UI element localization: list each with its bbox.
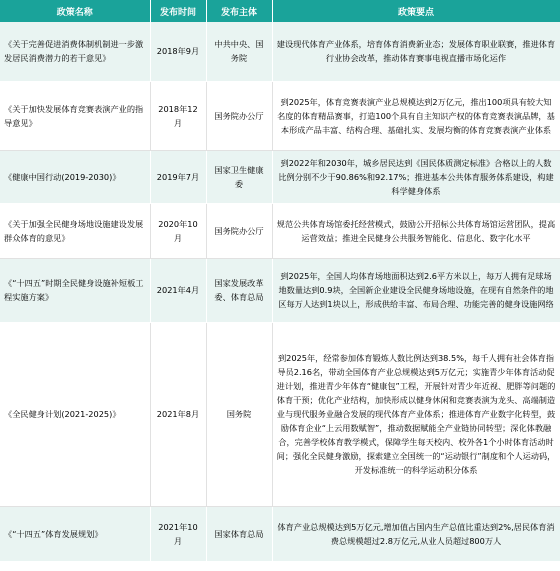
- table-row: [0, 322, 560, 506]
- key-points-cell: 到2025年，体育竞赛表演产业总规模达到2万亿元，推出100项具有较大知名度的体育精品赛事，打造100个具有自主知识产权的体育竞赛表演品牌，基本形成产品丰富、结构合理、基础扎实、发展均衡的体育竞赛表演产业体系: [272, 81, 560, 150]
- release-date-cell: 2021年8月: [150, 322, 206, 506]
- policy-name-cell: 《“十四五”体育发展规划》: [0, 506, 150, 561]
- issuer-cell: 国家卫生健康委: [206, 150, 272, 203]
- key-points-cell: 到2025年，经常参加体育锻炼人数比例达到38.5%，每千人拥有社会体育指导员2.16名，带动全国体育产业总规模达到5万亿元；实施青少年体育活动促进计划，推进青少年体育“健康包”工程，开展针对青少年近视、肥胖等问题的体育干预；优化产业结构，加快形成以健身休闲和竞赛表演为龙头、高端制造业与现代服务业融合发展的现代体育产业体系；推进体育产业数字化转型，鼓励体育企业“上云用数赋智”，推动数据赋能全产业链协同转型；深化体教融合，完善学校体育教学模式，保障学生每天校内、校外各1个小时体育活动时间；强化全民健身激励，探索建立全国统一的“运动银行”制度和个人运动码，开发标准统一的科学运动积分体系: [272, 322, 560, 506]
- issuer-cell: 国家体育总局: [206, 506, 272, 561]
- header-policy-name: 政策名称: [0, 0, 150, 22]
- issuer-cell: 国务院办公厅: [206, 203, 272, 258]
- issuer-cell: 国家发展改革委、体育总局: [206, 258, 272, 322]
- table-header-row: [0, 0, 560, 22]
- release-date-cell: 2021年4月: [150, 258, 206, 322]
- release-date-cell: 2020年10月: [150, 203, 206, 258]
- table-row: [0, 22, 560, 81]
- header-issuer: 发布主体: [206, 0, 272, 22]
- table-row: [0, 150, 560, 203]
- release-date-cell: 2018年9月: [150, 22, 206, 81]
- table-row: [0, 258, 560, 322]
- release-date-cell: 2018年12月: [150, 81, 206, 150]
- table-row: [0, 506, 560, 561]
- table-row: [0, 203, 560, 258]
- header-key-points: 政策要点: [272, 0, 560, 22]
- key-points-cell: 建设现代体育产业体系，培育体育消费新业态；发展体育职业联赛，推进体育行业协会改革，推动体育赛事电视直播市场化运作: [272, 22, 560, 81]
- policy-name-cell: 《关于完善促进消费体制机制进一步激发居民消费潜力的若干意见》: [0, 22, 150, 81]
- table-row: [0, 81, 560, 150]
- header-release-date: 发布时间: [150, 0, 206, 22]
- policy-name-cell: 《“十四五”时期全民健身设施补短板工程实施方案》: [0, 258, 150, 322]
- key-points-cell: 体育产业总规模达到5万亿元,增加值占国内生产总值比重达到2%,居民体育消费总规模超过2.8万亿元,从业人员超过800万人: [272, 506, 560, 561]
- policy-name-cell: 《健康中国行动(2019-2030)》: [0, 150, 150, 203]
- release-date-cell: 2021年10月: [150, 506, 206, 561]
- issuer-cell: 国务院办公厅: [206, 81, 272, 150]
- issuer-cell: 国务院: [206, 322, 272, 506]
- policy-name-cell: 《全民健身计划(2021-2025)》: [0, 322, 150, 506]
- policy-name-cell: 《关于加强全民健身场地设施建设发展群众体育的意见》: [0, 203, 150, 258]
- policy-name-cell: 《关于加快发展体育竞赛表演产业的指导意见》: [0, 81, 150, 150]
- key-points-cell: 到2022年和2030年，城乡居民达到《国民体质测定标准》合格以上的人数比例分别不少于90.86%和92.17%；推进基本公共体育服务体系建设，构建科学健身体系: [272, 150, 560, 203]
- key-points-cell: 到2025年，全国人均体育场地面积达到2.6平方米以上，每万人拥有足球场地数量达到0.9块，全国新企业建设全民健身场地设施，在现有自然条件的地区每万人达到1块以上，形成供给丰富、布局合理、功能完善的健身设施网络: [272, 258, 560, 322]
- release-date-cell: 2019年7月: [150, 150, 206, 203]
- key-points-cell: 规范公共体育场馆委托经营模式，鼓励公开招标公共体育场馆运营团队，提高运营效益；推进全民健身公共服务智能化、信息化、数字化水平: [272, 203, 560, 258]
- issuer-cell: 中共中央、国务院: [206, 22, 272, 81]
